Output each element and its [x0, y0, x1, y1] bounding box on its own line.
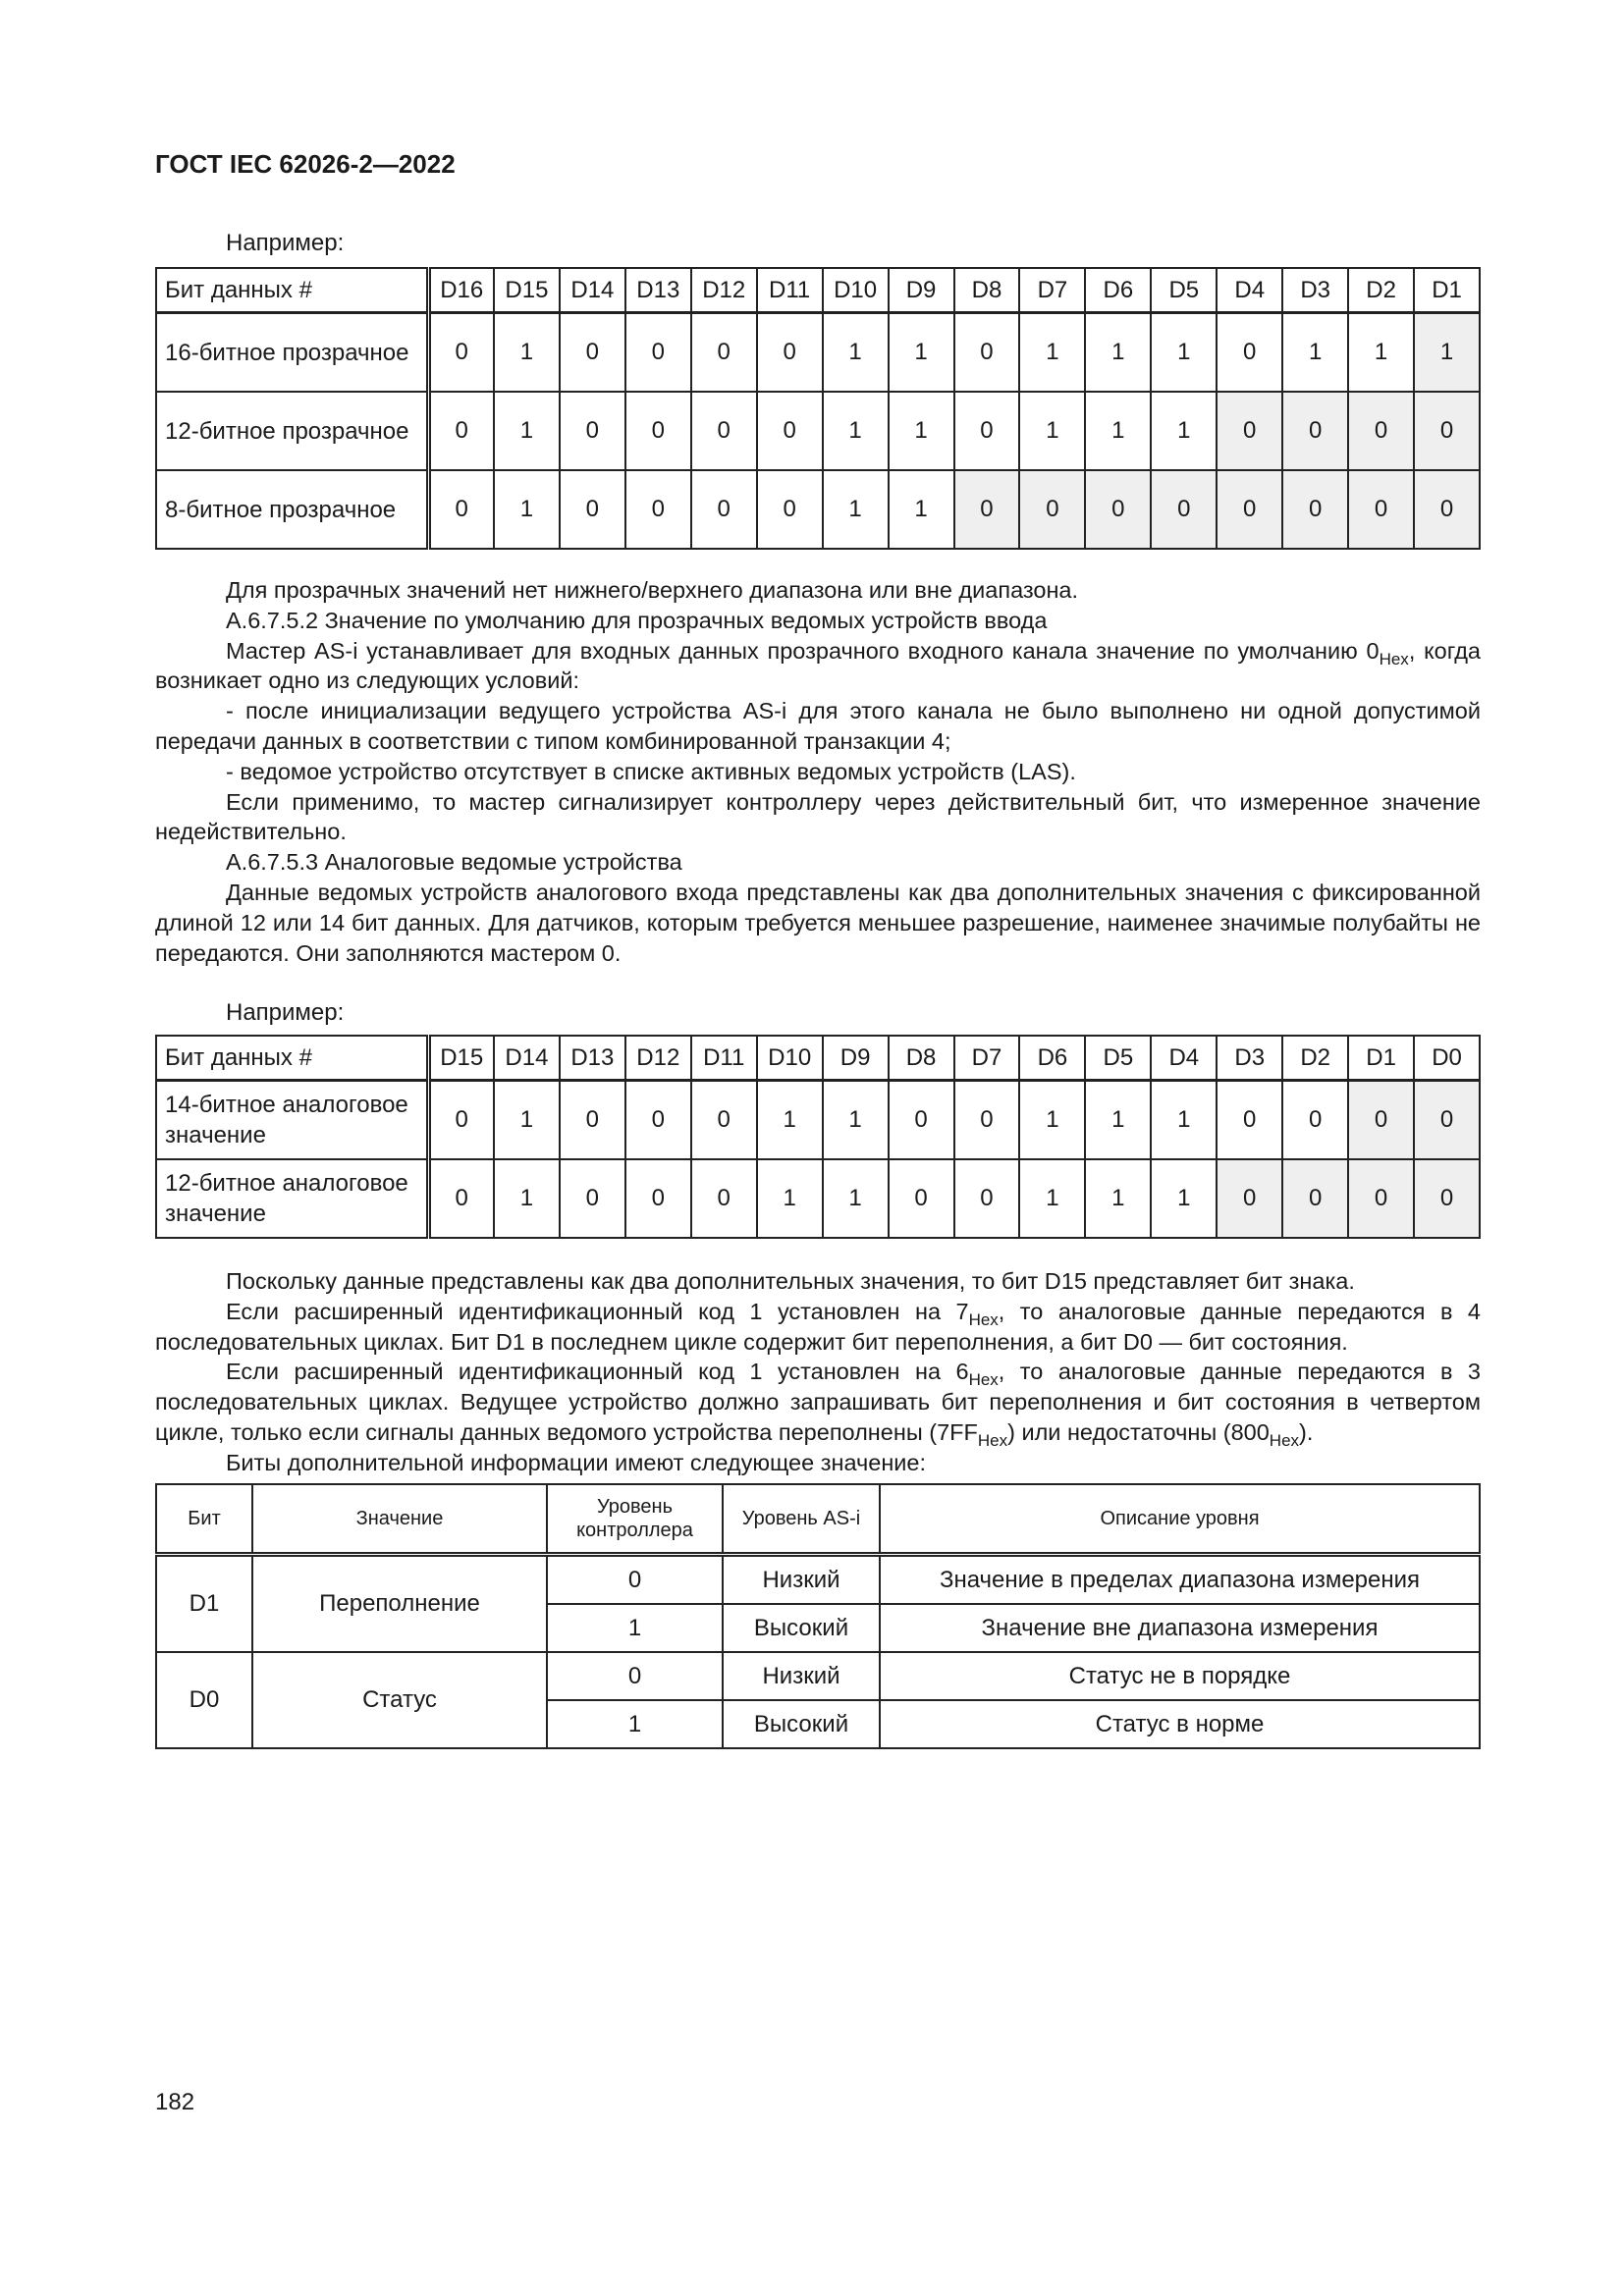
table-cell: D9 — [889, 268, 954, 313]
table-cell: 1 — [1151, 392, 1217, 470]
table-cell: D2 — [1282, 1036, 1348, 1081]
table-row — [156, 470, 1480, 549]
table-cell: D1 — [156, 1555, 252, 1653]
table-cell: Статус — [252, 1652, 547, 1748]
table-cell: Бит — [156, 1484, 252, 1555]
table-cell: 1 — [1085, 313, 1151, 393]
table-cell: 0 — [954, 313, 1020, 393]
table-cell: D5 — [1085, 1036, 1151, 1081]
table-cell: 0 — [560, 313, 625, 393]
table-cell: D7 — [954, 1036, 1020, 1081]
table-cell: D11 — [757, 268, 823, 313]
table-cell: 0 — [954, 1081, 1020, 1160]
table-cell: 12-битное прозрачное — [156, 392, 428, 470]
table-cell: 0 — [757, 470, 823, 549]
table-cell: 0 — [428, 470, 494, 549]
table-cell: D2 — [1348, 268, 1414, 313]
table-cell: D10 — [823, 268, 889, 313]
table-cell: D6 — [1019, 1036, 1085, 1081]
table-cell: 0 — [625, 392, 691, 470]
table-cell: Уровень контроллера — [547, 1484, 723, 1555]
analog-bits-table — [155, 1035, 1481, 1239]
table-cell: Значение — [252, 1484, 547, 1555]
table-cell: 0 — [1348, 1081, 1414, 1160]
table-cell: D12 — [691, 268, 757, 313]
table-cell: 1 — [823, 1159, 889, 1238]
table-cell: 0 — [757, 392, 823, 470]
table-cell: 1 — [547, 1700, 723, 1748]
table-cell: D6 — [1085, 268, 1151, 313]
paragraph: Если применимо, то мастер сигнализирует контроллеру через действительный бит, что измеренное значение недействительно. — [155, 788, 1481, 845]
table-cell: D13 — [560, 1036, 625, 1081]
table-cell: 0 — [1282, 1081, 1348, 1160]
table-cell: 1 — [823, 313, 889, 393]
example-label: Например: — [226, 230, 345, 256]
paragraph: Если расширенный идентификационный код 1 установлен на $7_{Hex}$, то аналоговые данные передаются в 4 последовательных циклах. Бит D1 в последнем цикле содержит бит переполнения, а бит D0 — бит состояния. — [155, 1298, 1481, 1355]
paragraph: Поскольку данные представлены как два дополнительных значения, то бит D15 представляет бит знака. — [226, 1268, 1355, 1294]
table-cell: 0 — [1348, 470, 1414, 549]
table-cell: 1 — [494, 1081, 560, 1160]
table-cell: Статус в норме — [880, 1700, 1480, 1748]
table-cell: D15 — [494, 268, 560, 313]
paragraph: Если расширенный идентификационный код 1 установлен на $6_{Hex}$, то аналоговые данные передаются в 3 последовательных циклах. Ведущее устройство должно запрашивать бит переполнения и бит состояния в четвертом цикле, только если сигналы данных ведомого устройства переполнены $(7FF_{Hex})$ или недостаточны $(800_{Hex})$. — [155, 1359, 1481, 1450]
paragraph: Для прозрачных значений нет нижнего/верхнего диапазона или вне диапазона. — [226, 577, 1079, 603]
table-cell: D9 — [823, 1036, 889, 1081]
table-cell: 0 — [560, 1081, 625, 1160]
table-cell: Высокий — [723, 1700, 880, 1748]
table-cell: D1 — [1348, 1036, 1414, 1081]
table-cell: 0 — [1348, 392, 1414, 470]
table-cell: Значение вне диапазона измерения — [880, 1604, 1480, 1652]
table-cell: 0 — [691, 1159, 757, 1238]
table-cell: 0 — [1085, 470, 1151, 549]
table-cell: 0 — [1414, 470, 1480, 549]
table-cell: 0 — [1217, 1081, 1282, 1160]
table-cell: 0 — [1414, 1081, 1480, 1160]
table-cell: 0 — [1348, 1159, 1414, 1238]
table-row — [156, 1652, 1480, 1700]
table-cell: 1 — [889, 470, 954, 549]
table-cell: 1 — [1085, 1081, 1151, 1160]
section-heading: А.6.7.5.3 Аналоговые ведомые устройства — [226, 849, 682, 876]
table-cell: 0 — [625, 1159, 691, 1238]
table-cell: 0 — [1414, 1159, 1480, 1238]
table-cell: D4 — [1217, 268, 1282, 313]
table-cell: 1 — [823, 470, 889, 549]
table-cell: 0 — [954, 1159, 1020, 1238]
paragraph: Биты дополнительной информации имеют следующее значение: — [226, 1449, 927, 1475]
table-cell: 0 — [954, 392, 1020, 470]
table-cell: Описание уровня — [880, 1484, 1480, 1555]
table-cell: 1 — [494, 313, 560, 393]
table-row — [156, 1159, 1480, 1238]
table-cell: D14 — [494, 1036, 560, 1081]
table-cell: D4 — [1151, 1036, 1217, 1081]
table-cell: 1 — [1019, 392, 1085, 470]
table-header-row — [156, 268, 1480, 313]
table-cell: D3 — [1282, 268, 1348, 313]
table-cell: 0 — [625, 470, 691, 549]
paragraph: Данные ведомых устройств аналогового входа представлены как два дополнительных значения с фиксированной длиной 12 или 14 бит данных. Для датчиков, которым требуется меньшее разрешение, наименее значимые полубайты не передаются. Они заполняются мастером 0. — [155, 879, 1481, 966]
table-cell: D3 — [1217, 1036, 1282, 1081]
table-cell: 0 — [691, 313, 757, 393]
document-header: ГОСТ IEC 62026-2—2022 — [155, 149, 456, 179]
table-cell: 0 — [1217, 313, 1282, 393]
list-item: - после инициализации ведущего устройства AS-i для этого канала не было выполнено ни одной допустимой передачи данных в соответствии с типом комбинированной транзакции 4; — [155, 698, 1481, 754]
table-cell: D0 — [156, 1652, 252, 1748]
table-cell: D15 — [428, 1036, 494, 1081]
table-cell: 0 — [428, 1081, 494, 1160]
table-cell: D12 — [625, 1036, 691, 1081]
table-cell: 0 — [625, 313, 691, 393]
table-cell: Статус не в порядке — [880, 1652, 1480, 1700]
table-cell: Бит данных # — [156, 268, 428, 313]
table-cell: 0 — [691, 1081, 757, 1160]
table-header-row — [156, 1036, 1480, 1081]
table-cell: 8-битное прозрачное — [156, 470, 428, 549]
text-section-2 — [155, 1266, 1481, 1478]
table-cell: 1 — [1019, 1081, 1085, 1160]
table-cell: Низкий — [723, 1652, 880, 1700]
table-cell: Переполнение — [252, 1555, 547, 1653]
table-cell: 0 — [1019, 470, 1085, 549]
table-cell: 1 — [1151, 1159, 1217, 1238]
table-cell: 0 — [954, 470, 1020, 549]
table-cell: 0 — [1282, 470, 1348, 549]
table-cell: 1 — [823, 392, 889, 470]
table-cell: 1 — [1019, 313, 1085, 393]
table-cell: D1 — [1414, 268, 1480, 313]
section-heading: А.6.7.5.2 Значение по умолчанию для прозрачных ведомых устройств ввода — [226, 607, 1048, 633]
table-cell: D13 — [625, 268, 691, 313]
table-cell: 0 — [1217, 470, 1282, 549]
table-cell: 1 — [757, 1159, 823, 1238]
table-cell: D14 — [560, 268, 625, 313]
table-cell: 16-битное прозрачное — [156, 313, 428, 393]
table-row — [156, 392, 1480, 470]
table-cell: 1 — [494, 470, 560, 549]
table-cell: 1 — [494, 392, 560, 470]
table-cell: 0 — [625, 1081, 691, 1160]
table-cell: 1 — [889, 392, 954, 470]
table-cell: 0 — [1217, 392, 1282, 470]
table-cell: 0 — [1282, 392, 1348, 470]
table-cell: 0 — [889, 1081, 954, 1160]
table-cell: 1 — [1151, 1081, 1217, 1160]
table-row — [156, 1081, 1480, 1160]
table-cell: 0 — [1414, 392, 1480, 470]
table-cell: 0 — [547, 1555, 723, 1605]
table-cell: 0 — [560, 470, 625, 549]
table-cell: Уровень AS-i — [723, 1484, 880, 1555]
table-cell: D0 — [1414, 1036, 1480, 1081]
transparent-bits-table — [155, 267, 1481, 550]
table-cell: 0 — [1282, 1159, 1348, 1238]
table-header-row — [156, 1484, 1480, 1555]
table-cell: 0 — [428, 313, 494, 393]
table-cell: 0 — [1217, 1159, 1282, 1238]
example-label: Например: — [226, 999, 345, 1026]
table-cell: 1 — [1414, 313, 1480, 393]
table-cell: 1 — [1019, 1159, 1085, 1238]
table-cell: 1 — [889, 313, 954, 393]
table-cell: 1 — [1282, 313, 1348, 393]
table-cell: 12-битное аналоговое значение — [156, 1159, 428, 1238]
table-cell: 0 — [560, 1159, 625, 1238]
table-cell: D11 — [691, 1036, 757, 1081]
text-section-1 — [155, 575, 1481, 968]
table-cell: D7 — [1019, 268, 1085, 313]
table-cell: Низкий — [723, 1555, 880, 1605]
paragraph: Мастер AS-i устанавливает для входных данных прозрачного входного канала значение по умолчанию $0_{Hex}$, когда возникает одно из следующих условий: — [155, 637, 1481, 694]
table-cell: 1 — [823, 1081, 889, 1160]
table-cell: 0 — [547, 1652, 723, 1700]
table-cell: Бит данных # — [156, 1036, 428, 1081]
table-cell: 0 — [691, 392, 757, 470]
table-cell: D10 — [757, 1036, 823, 1081]
table-row — [156, 313, 1480, 393]
table-cell: D8 — [889, 1036, 954, 1081]
table-cell: Значение в пределах диапазона измерения — [880, 1555, 1480, 1605]
table-cell: Высокий — [723, 1604, 880, 1652]
list-item: - ведомое устройство отсутствует в списке активных ведомых устройств (LAS). — [226, 758, 1076, 784]
table-row — [156, 1555, 1480, 1605]
table-cell: 0 — [428, 392, 494, 470]
table-cell: 1 — [494, 1159, 560, 1238]
table-cell: D5 — [1151, 268, 1217, 313]
table-cell: 1 — [1085, 1159, 1151, 1238]
table-cell: 0 — [428, 1159, 494, 1238]
table-cell: 1 — [757, 1081, 823, 1160]
table-cell: 0 — [1151, 470, 1217, 549]
table-cell: 0 — [757, 313, 823, 393]
table-cell: D8 — [954, 268, 1020, 313]
info-bits-table — [155, 1483, 1481, 1749]
table-cell: 1 — [1348, 313, 1414, 393]
table-cell: 1 — [547, 1604, 723, 1652]
table-cell: 14-битное аналоговое значение — [156, 1081, 428, 1160]
table-cell: 0 — [691, 470, 757, 549]
table-cell: 0 — [889, 1159, 954, 1238]
table-cell: 1 — [1151, 313, 1217, 393]
page-number: 182 — [155, 2089, 195, 2115]
table-cell: 0 — [560, 392, 625, 470]
table-cell: D16 — [428, 268, 494, 313]
table-cell: 1 — [1085, 392, 1151, 470]
